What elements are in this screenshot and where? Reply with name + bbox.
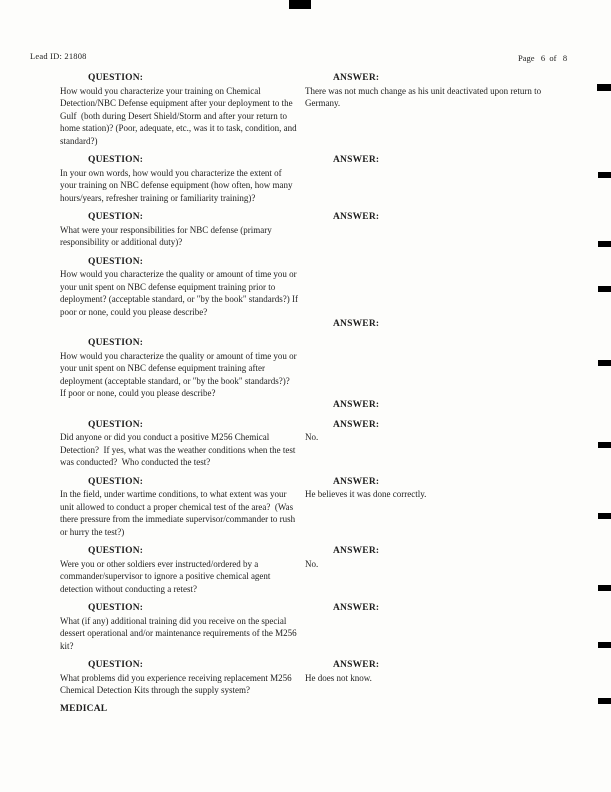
question-label: QUESTION: xyxy=(88,338,144,348)
question-text: How would you characterize your training on Chemical Detection/NBC Defense equipment after your deployment to the Gulf (both during Desert Shield/Storm and after your return to home station)? (Poor, adequate, etc., was it to task, condition, and standard?) xyxy=(60,85,299,146)
answer-label: ANSWER: xyxy=(333,546,380,556)
section-heading-medical: MEDICAL xyxy=(60,703,108,714)
qa-block-10 xyxy=(60,659,560,697)
question-label: QUESTION: xyxy=(88,603,144,613)
qa-block-4 xyxy=(60,256,560,331)
lead-id: Lead ID: 21808 xyxy=(30,51,87,61)
question-text: In your own words, how would you characterize the extent of your training on NBC defense equipment (how often, how many hours/years, refresher training or familiarity training)? xyxy=(60,167,295,203)
scan-mark-right xyxy=(598,442,611,448)
question-label: QUESTION: xyxy=(88,476,144,487)
answer-label: ANSWER: xyxy=(333,400,380,410)
answer-label: ANSWER: xyxy=(333,318,380,329)
question-label: QUESTION: xyxy=(88,660,144,670)
question-text: How would you characterize the quality or amount of time you or your unit spent on NBC defense equipment training after deployment (acceptable standard, or "by the book" standards?)? If poor or none, could you please describe? xyxy=(60,350,299,398)
question-label: QUESTION: xyxy=(88,419,144,430)
scan-mark-right xyxy=(598,172,611,178)
question-label: QUESTION: xyxy=(88,212,144,222)
answer-label: ANSWER: xyxy=(333,212,380,222)
answer-label: ANSWER: xyxy=(333,603,380,613)
qa-block-2 xyxy=(60,154,560,204)
scan-mark-right xyxy=(598,698,611,704)
scan-mark-right xyxy=(598,642,611,648)
scan-mark-right xyxy=(598,286,611,292)
answer-label: ANSWER: xyxy=(333,155,380,165)
scan-artifact-top xyxy=(289,0,311,9)
qa-content xyxy=(60,72,560,714)
answer-label: ANSWER: xyxy=(333,73,380,83)
answer-label: ANSWER: xyxy=(333,419,380,430)
question-text: How would you characterize the quality or amount of time you or your unit spent on NBC defense equipment training prior to deployment? (acceptable standard, or "by the book" standards?) If poor or none, could you please describe? xyxy=(60,269,301,317)
question-text: Were you or other soldiers ever instructed/ordered by a commander/supervisor to ignore a positive chemical agent detection without conducting a retest? xyxy=(60,558,273,594)
answer-text: He does not know. xyxy=(305,672,372,683)
answer-text: No. xyxy=(305,558,319,569)
answer-label: ANSWER: xyxy=(333,660,380,670)
scan-mark-right xyxy=(598,360,611,366)
qa-block-9 xyxy=(60,602,560,652)
answer-label: ANSWER: xyxy=(333,476,380,487)
question-text: What problems did you experience receiving replacement M256 Chemical Detection Kits through the supply system? xyxy=(60,672,294,695)
question-label: QUESTION: xyxy=(88,546,144,556)
question-label: QUESTION: xyxy=(88,256,144,267)
qa-block-7 xyxy=(60,476,560,539)
qa-block-8 xyxy=(60,545,560,595)
qa-block-3 xyxy=(60,211,560,249)
question-label: QUESTION: xyxy=(88,155,144,165)
qa-block-6 xyxy=(60,419,560,469)
scan-mark-right xyxy=(598,585,611,591)
answer-text: No. xyxy=(305,432,319,442)
page-number: Page 6 of 8 xyxy=(518,53,568,63)
question-label: QUESTION: xyxy=(88,73,144,83)
scan-mark-right xyxy=(598,241,611,247)
question-text: What were your responsibilities for NBC defense (primary responsibility or additional duty)? xyxy=(60,224,274,247)
answer-text: There was not much change as his unit deactivated upon return to Germany. xyxy=(305,85,544,108)
qa-block-1 xyxy=(60,72,560,147)
question-text: What (if any) additional training did you receive on the special dessert operational and/or maintenance requirements of the M256 kit? xyxy=(60,615,299,651)
scan-mark-right xyxy=(598,513,611,519)
scan-mark-right xyxy=(597,84,611,91)
answer-text: He believes it was done correctly. xyxy=(305,489,427,499)
question-text: Did anyone or did you conduct a positive M256 Chemical Detection? If yes, what was the weather conditions when the test was conducted? Who conducted the test? xyxy=(60,432,298,467)
qa-block-5 xyxy=(60,337,560,412)
question-text: In the field, under wartime conditions, to what extent was your unit allowed to conduct a proper chemical test of the area? (Was there pressure from the immediate supervisor/commander to rush or hurry the test?) xyxy=(60,489,298,537)
